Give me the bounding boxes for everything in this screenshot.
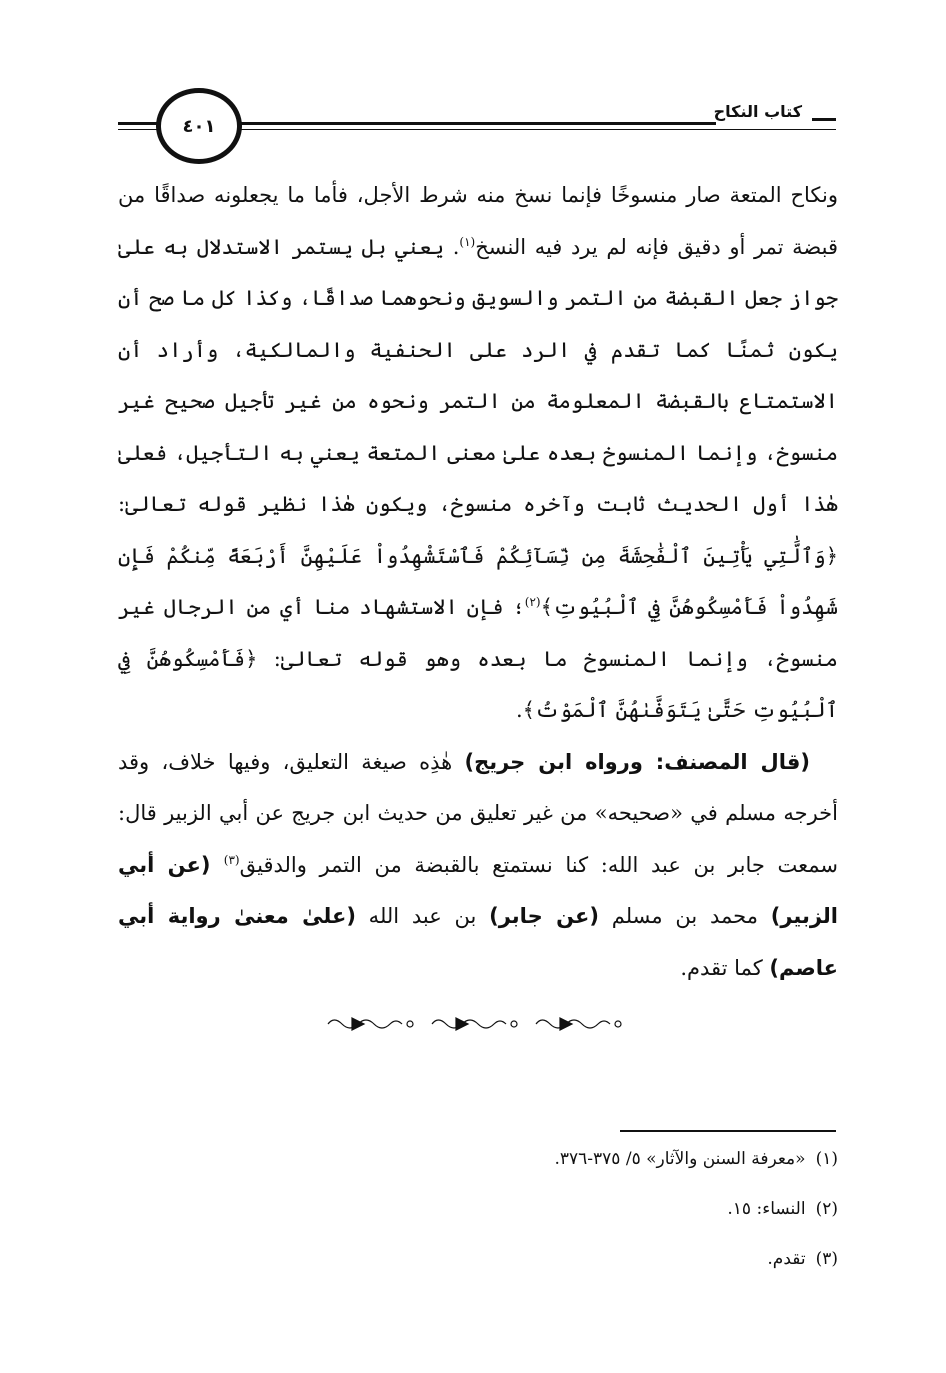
footnote-text: النساء: ١٥. (727, 1199, 806, 1219)
text-run: هٰذِه صيغة التعليق، وفيها خلاف، وقد أخرجه مسلم في «صحيحه» من غير تعليق من حديث ابن جريج عن أبي الزبير قال: سمعت جابر بن عبد الله: كنا نستمتع بالقبضة من التمر والدقيق (118, 749, 839, 877)
footnote-1 (118, 1148, 838, 1170)
bold-quote-2: (عن أبي الزبير) (118, 852, 838, 928)
text-run: . يعني بل يستمر الاستدلال به علىٰ جواز جعل القبضة من التمر والسويق ونحوهما صداقًا، وكذا كل ما صح أن يكون ثمنًا كما تقدم في الرد على الحنفية والمالكية، وأراد أن الاستمتاع بالقبضة المعلومة من التمر ونحوه من غير تأجيل صحيح غير منسوخ، وإنما المنسوخ بعده علىٰ معنى المتعة يعني به التأجيل، فعلىٰ هٰذا أول الحديث ثابت وآخره منسوخ، ويكون هٰذا نظير قوله تعالىٰ: (118, 234, 838, 516)
main-text (118, 170, 838, 994)
footnote-ref-2: (٢) (524, 595, 541, 609)
footnote-number: (١) (815, 1149, 838, 1169)
page-header (118, 92, 836, 172)
text-run: كما تقدم. (680, 955, 770, 980)
bold-quote-4: (علىٰ معنىٰ رواية أبي عاصم) (118, 904, 838, 980)
paragraph-2 (118, 737, 838, 995)
footnotes (118, 1148, 838, 1298)
footnote-text: تقدم. (767, 1249, 806, 1269)
text-run: ونكاح المتعة صار منسوخًا فإنما نسخ منه شرط الأجل، فأما ما يجعلونه صداقًا من قبضة تمر أو دقيق فإنه لم يرد فيه النسخ (118, 183, 838, 259)
text-run: ؛ فإن الاستشهاد منا أي من الرجال غير منسوخ، وإنما المنسوخ ما بعده وهو قوله تعالىٰ: (118, 595, 838, 671)
quran-verse-1: ﴿وَٱلَّٰتِي يَأْتِينَ ٱلْفَٰحِشَةَ مِن نِّسَآئِكُمْ فَٱسْتَشْهِدُواْ عَلَيْهِنَّ أَرْبَعَةً مِّنكُمْ فَإِن شَهِدُواْ فَأَمْسِكُوهُنَّ فِي ٱلْبُيُوتِ﴾ (118, 543, 838, 619)
footnote-number: (٢) (815, 1199, 838, 1219)
page-number: ٤٠١ (156, 88, 242, 164)
text-run: . (515, 698, 523, 722)
text-run: بن عبد الله (355, 904, 490, 928)
footnote-3 (118, 1248, 838, 1270)
footnote-text: «معرفة السنن والآثار» ٥/ ٣٧٥-٣٧٦. (554, 1149, 806, 1169)
footnote-separator (620, 1130, 836, 1132)
quran-verse-2: ﴿فَأَمْسِكُوهُنَّ فِي ٱلْبُيُوتِ حَتَّىٰ يَتَوَفَّىٰهُنَّ ٱلْمَوْتُ﴾ (118, 646, 838, 722)
header-rule-thick (180, 122, 716, 125)
section-ornament-icon (322, 1010, 632, 1038)
footnote-ref-1: (١) (459, 234, 476, 249)
bold-quote-3: (عن جابر) (489, 904, 599, 928)
text-run: محمد بن مسلم (598, 904, 771, 928)
footnote-ref-3: (٣) (223, 852, 240, 867)
header-rule-left (118, 122, 158, 125)
footnote-2 (118, 1198, 838, 1220)
footnote-number: (٣) (815, 1249, 838, 1269)
paragraph-1 (118, 170, 838, 737)
bold-quote-1: (قال المصنف: ورواه ابن جريج) (464, 749, 810, 774)
running-title: كتاب النكاح (708, 102, 808, 121)
header-title-dash (812, 118, 836, 121)
